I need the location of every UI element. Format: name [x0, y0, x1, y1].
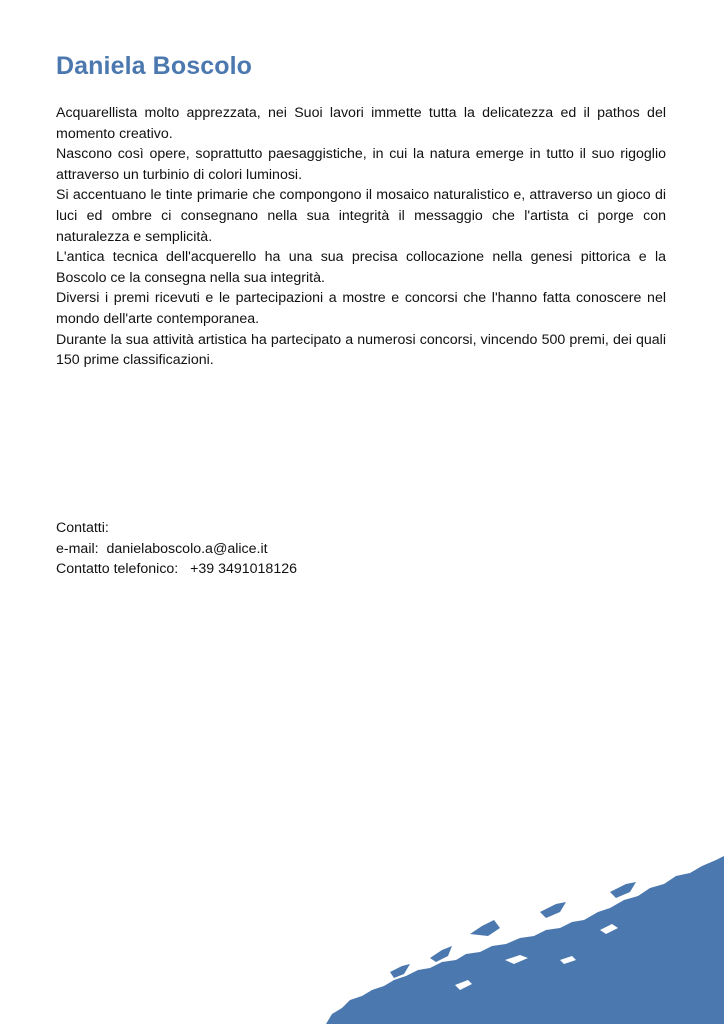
page-title: Daniela Boscolo — [56, 52, 252, 80]
bio-paragraph: Diversi i premi ricevuti e le partecipazioni a mostre e concorsi che l'hanno fatta conoscere nel mondo dell'arte contemporanea. — [56, 290, 666, 327]
bio-paragraph: L'antica tecnica dell'acquerello ha una sua precisa collocazione nella genesi pittorica e la Boscolo ce la consegna nella sua integrità. — [56, 249, 666, 286]
bio-paragraph: Nascono così opere, soprattutto paesaggistiche, in cui la natura emerge in tutto il suo rigoglio attraverso un turbinio di colori luminosi. — [56, 146, 666, 183]
contacts-heading: Contatti: — [56, 520, 109, 536]
biography — [56, 103, 666, 371]
bio-paragraph: Si accentuano le tinte primarie che compongono il mosaico naturalistico e, attraverso un gioco di luci ed ombre ci consegnano nella sua integrità il messaggio che l'artista ci porge con naturalezza e semplicità. — [56, 187, 666, 245]
bio-paragraph: Acquarellista molto apprezzata, nei Suoi lavori immette tutta la delicatezza ed il pathos del momento creativo. — [56, 105, 666, 142]
phone-line: Contatto telefonico: +39 3491018126 — [56, 561, 297, 578]
bio-paragraph: Durante la sua attività artistica ha partecipato a numerosi concorsi, vincendo 500 premi, dei quali 150 prime classificazioni. — [56, 331, 666, 369]
email-line: e-mail: danielaboscolo.a@alice.it — [56, 540, 268, 557]
contacts-block — [56, 518, 297, 580]
